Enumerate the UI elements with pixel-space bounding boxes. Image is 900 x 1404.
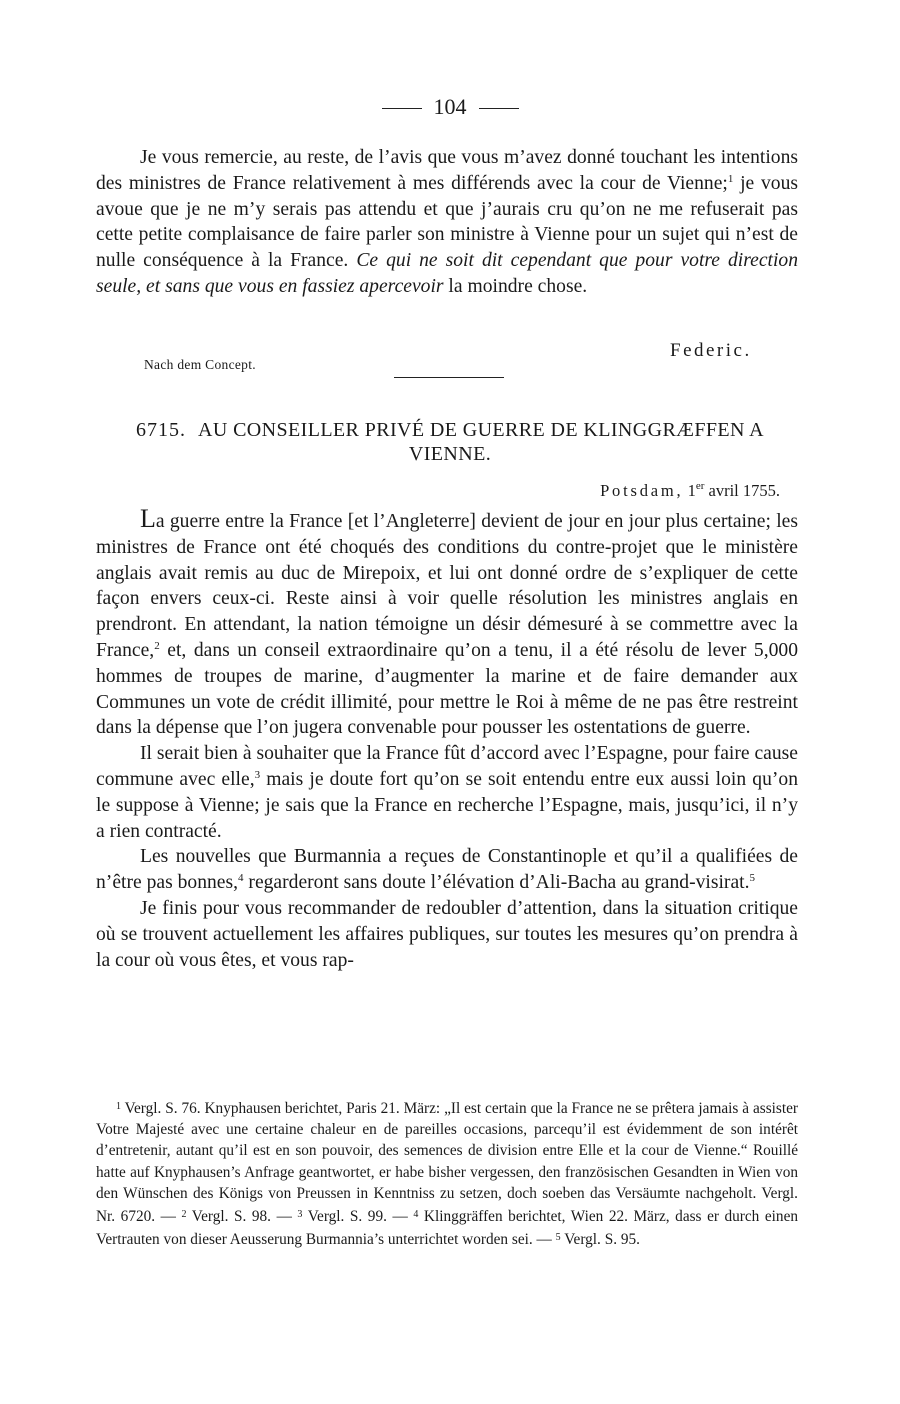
paragraph: Les nouvelles que Burmannia a reçues de Constantinople et qu’il a qualifiées de n’être pas bonnes,$^4$ regarderont sans doute l’élévation d’Ali-Bacha au grand-visirat.$^5$ — [96, 846, 798, 894]
letter-title: AU CONSEILLER PRIVÉ DE GUERRE DE KLINGGRÆFFEN A VIENNE. — [197, 419, 765, 465]
section-divider — [394, 377, 504, 378]
footnote-ref: 4 — [238, 872, 244, 885]
source-note: Nach dem Concept. — [144, 357, 256, 372]
footnote-mark: 1 — [116, 1101, 121, 1112]
italic-text: Ce qui ne soit dit cependant que pour votre direction seule, et sans que vous en fassiez apercevoir — [96, 250, 798, 297]
dateline — [440, 480, 780, 502]
header-dash-right — [479, 108, 519, 109]
previous-letter-text — [96, 145, 798, 300]
footnote-mark: 2 — [181, 1209, 187, 1221]
footnote-mark: 5 — [555, 1232, 561, 1244]
page-header — [0, 93, 900, 121]
signature: Federic. — [670, 340, 752, 361]
paragraph: La guerre entre la France [et l’Angleterre] devient de jour en jour plus certaine; les ministres de France ont été choqués des conditions du contre-projet que le ministère anglais avait remis au duc de Mirepoix, et lui ont donné ordre de s’expliquer de cette façon envers ceux-ci. Reste ainsi à voir quelle résolution les ministres anglais en prendront. En attendant, la nation témoigne un désir démesuré à se commettre avec la France,$^2$ et, dans un conseil extraordinaire qu’on a tenu, il a été résolu de lever 5,000 hommes de troupes de marine, d’augmenter la marine et de faire demander aux Communes un vote de crédit illimité, pour mettre le Roi à même de ne pas être restreint dans la dépense que l’on jugera convenable pour pousser les ostentations de guerre. — [96, 504, 798, 739]
paragraph: Je finis pour vous recommander de redoubler d’attention, dans la situation critique où se trouvent actuellement les affaires publiques, sur toutes les mesures qu’on prendra à la cour où vous êtes, et vous rap- — [96, 897, 798, 971]
drop-cap: L — [140, 504, 156, 533]
header-dash-left — [382, 108, 422, 109]
footnote-ref: 1 — [727, 172, 734, 185]
date-rest: avril 1755. — [704, 481, 780, 500]
letter-heading — [110, 418, 790, 466]
footnote-block: $^1$ Vergl. S. 76. Knyphausen berichtet, Paris 21. März: „Il est certain que la France ne se prêtera jamais à assister Votre Majesté avec une certaine chaleur en de pareilles occasions, parcequ’il est évidemment de son intérêt d’entretenir, autant qu’il est en son pouvoir, des semences de division entre Elle et la cour de Vienne.“ Rouillé hatte auf Knyphausen’s Anfrage geantwortet, er habe bisher vergessen, den französischen Gesandten in Wien von den Wünschen des Königs von Preussen in Kenntniss zu setzen, doch soeben das Versäumte nachgeholt. Vergl. Nr. 6720. — $^2$ Vergl. S. 98. — $^3$ Vergl. S. 99. — $^4$ Klinggräffen berichtet, Wien 22. März, dass er durch einen Vertrauten von dieser Aeusserung Burmannia’s unterrichtet worden sei. — $^5$ Vergl. S. 95. — [96, 1100, 799, 1249]
page-number: 104 — [433, 94, 467, 119]
letter-number: 6715. — [135, 419, 186, 441]
paragraph: Il serait bien à souhaiter que la France fût d’accord avec l’Espagne, pour faire cause commune avec elle,$^3$ mais je doute fort qu’on se soit entendu entre eux aussi loin qu’on le suppose à Vienne; je sais que la France en recherche l’Espagne, mais, jusqu’ici, il n’y a rien contracté. — [96, 743, 798, 842]
date-place: Potsdam, — [600, 481, 684, 500]
footnote-ref: 2 — [154, 639, 160, 652]
footnote-mark: 3 — [297, 1209, 303, 1221]
footnotes — [96, 1096, 798, 1250]
date-day: 1 — [687, 481, 696, 500]
footnote-ref: 5 — [749, 872, 755, 885]
date-day-sup: er — [695, 480, 705, 492]
letter-body — [96, 506, 798, 973]
footnote-mark: 4 — [413, 1209, 419, 1221]
footnote-ref: 3 — [254, 768, 261, 781]
paragraph: Je vous remercie, au reste, de l’avis que vous m’avez donné touchant les intentions des ministres de France relativement à mes différends avec la cour de Vienne;$^1$ je vous avoue que je ne m’y serais pas attendu et que j’aurais cru qu’on ne me refuserait pas cette petite complaisance de faire parler son ministre à Vienne pour un sujet qui n’est de nulle conséquence à la France. Ce qui ne soit dit cependant que pour votre direction seule, et sans que vous en fassiez apercevoir la moindre chose. — [96, 147, 798, 297]
